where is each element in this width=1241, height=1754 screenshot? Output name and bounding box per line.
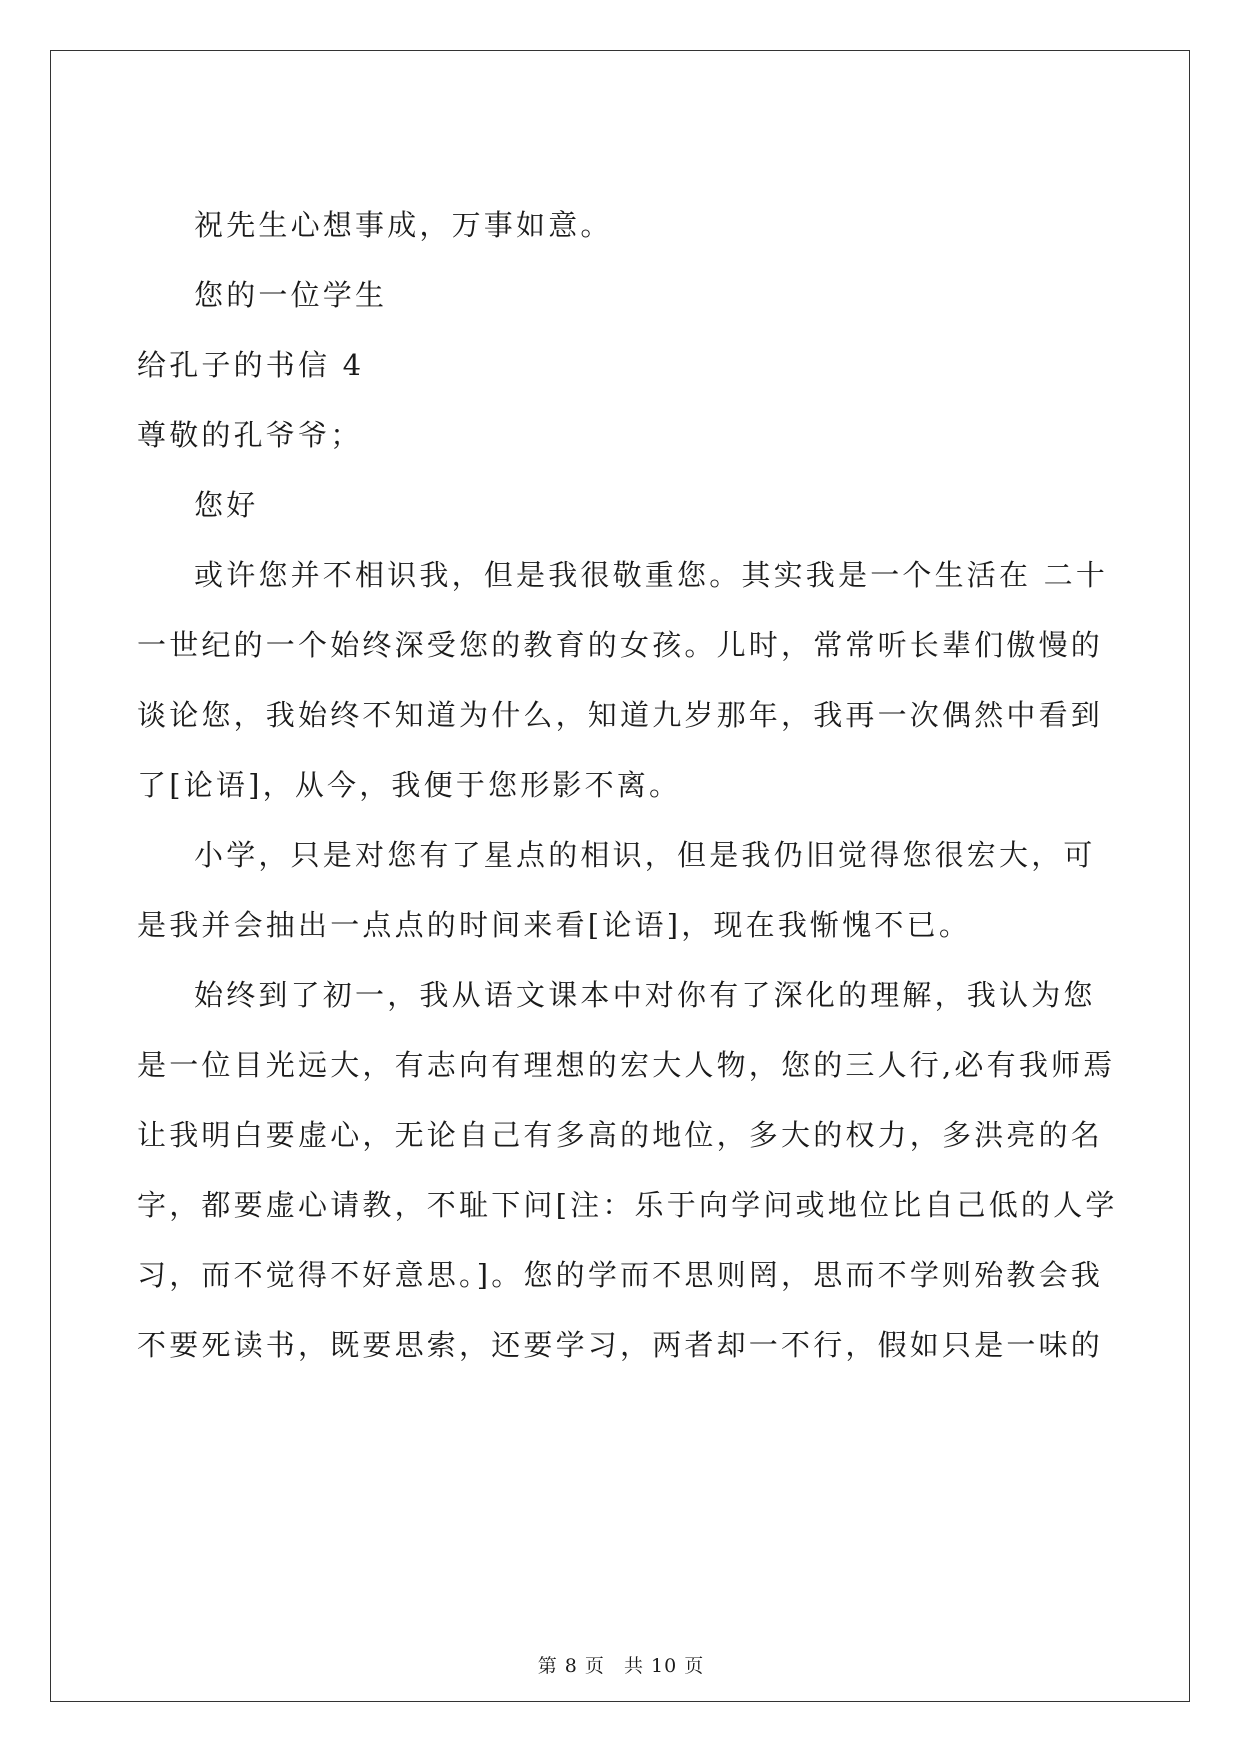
paragraph-line: 字，都要虚心请教，不耻下问[注：乐于向学问或地位比自己低的人学 <box>137 1188 1118 1222</box>
greeting: 您好 <box>194 488 259 522</box>
paragraph-line: 不要死读书，既要思索，还要学习，两者却一不行，假如只是一味的 <box>137 1328 1104 1362</box>
paragraph-line: 小学，只是对您有了星点的相识，但是我仍旧觉得您很宏大，可 <box>194 838 1096 872</box>
text-line-signature: 您的一位学生 <box>194 278 388 312</box>
salutation: 尊敬的孔爷爷； <box>137 418 363 452</box>
paragraph-line: 了[论语]，从今，我便于您形影不离。 <box>137 768 682 802</box>
text-line-closing: 祝先生心想事成，万事如意。 <box>194 208 613 242</box>
page <box>50 50 1190 1702</box>
paragraph-line: 谈论您，我始终不知道为什么，知道九岁那年，我再一次偶然中看到 <box>137 698 1104 732</box>
letter-title: 给孔子的书信 4 <box>137 348 365 382</box>
paragraph-line: 或许您并不相识我，但是我很敬重您。其实我是一个生活在 二十 <box>194 558 1109 592</box>
paragraph-line: 是我并会抽出一点点的时间来看[论语]，现在我惭愧不已。 <box>137 908 972 942</box>
paragraph-line: 始终到了初一，我从语文课本中对你有了深化的理解，我认为您 <box>194 978 1096 1012</box>
paragraph-line: 习，而不觉得不好意思。]。您的学而不思则罔，思而不学则殆教会我 <box>137 1258 1104 1292</box>
page-number-current: 第 8 页 <box>537 1655 605 1677</box>
page-number-total: 共 10 页 <box>623 1655 705 1677</box>
paragraph-line: 让我明白要虚心，无论自己有多高的地位，多大的权力，多洪亮的名 <box>137 1118 1104 1152</box>
paragraph-line: 一世纪的一个始终深受您的教育的女孩。儿时，常常听长辈们傲慢的 <box>137 628 1104 662</box>
page-footer <box>51 1651 1191 1678</box>
paragraph-line: 是一位目光远大，有志向有理想的宏大人物，您的三人行,必有我师焉 <box>137 1048 1116 1082</box>
